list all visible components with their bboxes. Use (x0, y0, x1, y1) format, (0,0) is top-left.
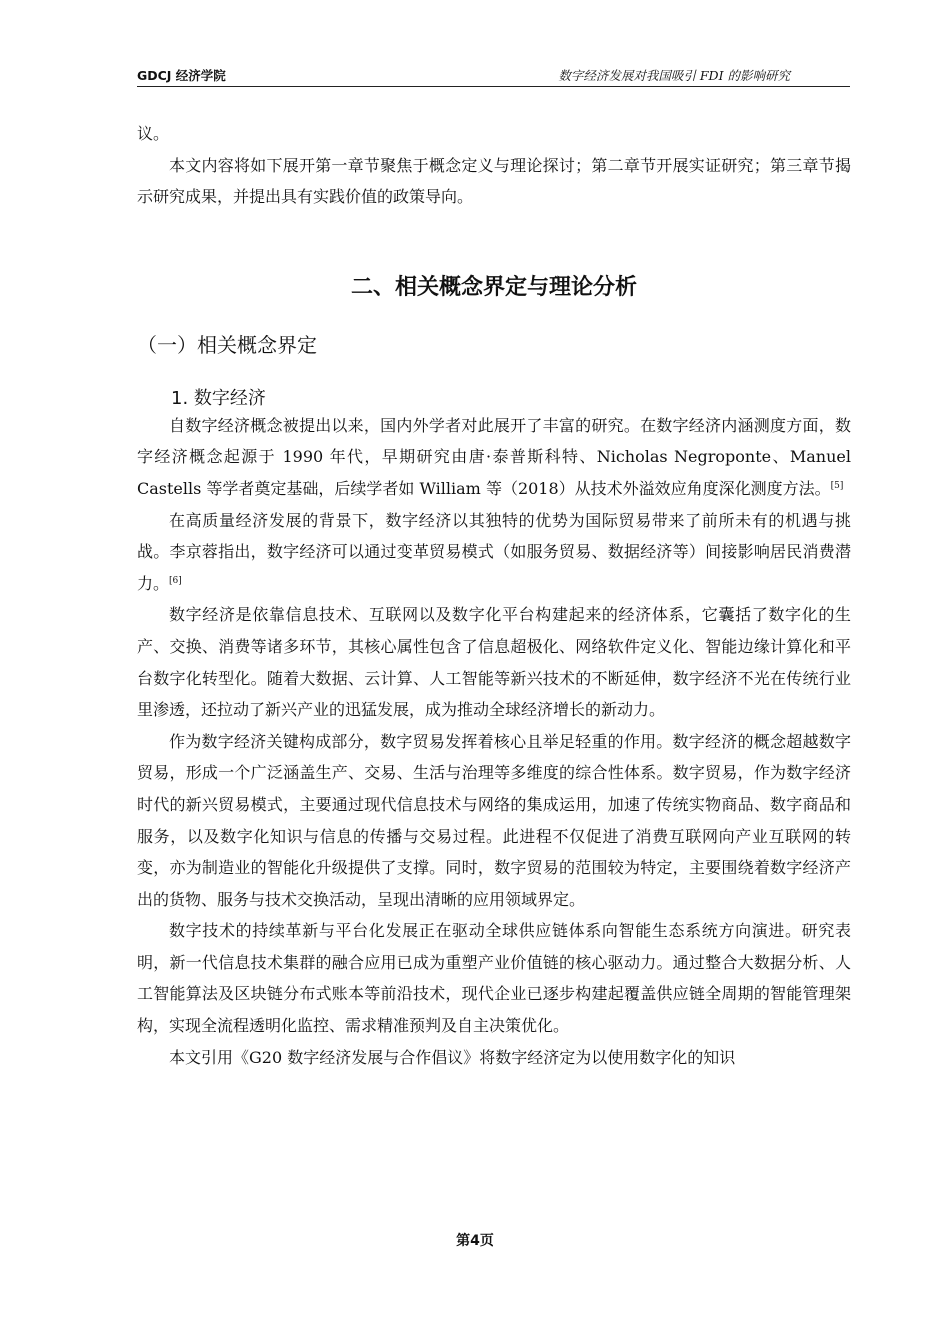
subsection-title: 1. 数字经济 (171, 387, 266, 409)
paragraph-continuation: 议。 (137, 124, 170, 143)
paragraph-digital-trade: 作为数字经济关键构成部分，数字贸易发挥着核心且举足轻重的作用。数字经济的概念超越数字贸易，形成一个广泛涵盖生产、交易、生活与治理等多维度的综合性体系。数字贸易，作为数字经济时代的新兴贸易模式，主要通过现代信息技术与网络的集成运用，加速了传统实物商品、数字商品和服务，以及数字化知识与信息的传播与交易过程。此进程不仅促进了消费互联网向产业互联网的转变，亦为制造业的智能化升级提供了支撑。同时，数字贸易的范围较为特定，主要围绕着数字经济产出的货物、服务与技术交换活动，呈现出清晰的应用领域界定。 (137, 731, 851, 909)
page-header (137, 64, 850, 87)
paragraph-g20-definition: 本文引用《G20 数字经济发展与合作倡议》将数字经济定为以使用数字化的知识 (169, 1047, 736, 1067)
page-body (137, 118, 851, 1073)
header-thesis-title: 数字经济发展对我国吸引 FDI 的影响研究 (558, 68, 790, 83)
paragraph-text: 在高质量经济发展的背景下，数字经济以其独特的优势为国际贸易带来了前所未有的机遇与挑战。李京蓉指出，数字经济可以通过变革贸易模式（如服务贸易、数据经济等）间接影响居民消费潜力。 (137, 510, 851, 593)
paragraph-text: 自数字经济概念被提出以来，国内外学者对此展开了丰富的研究。在数字经济内涵测度方面，数字经济概念起源于 1990 年代，早期研究由唐·泰普斯科特、Nicholas Negroponte、Manuel Castells 等学者奠定基础，后续学者如 William 等（2018）从技术外溢效应角度深化测度方法。 (137, 415, 851, 498)
paragraph-literature-review (137, 410, 851, 505)
chapter-title: 二、相关概念界定与理论分析 (350, 274, 637, 300)
paragraph-structure-overview: 本文内容将如下展开第一章节聚焦于概念定义与理论探讨；第二章节开展实证研究；第三章节揭示研究成果，并提出具有实践价值的政策导向。 (137, 155, 851, 207)
citation-ref: [6] (169, 575, 182, 586)
paragraph-supply-chain: 数字技术的持续革新与平台化发展正在驱动全球供应链体系向智能生态系统方向演进。研究表明，新一代信息技术集群的融合应用已成为重塑产业价值链的核心驱动力。通过整合大数据分析、人工智能算法及区块链分布式账本等前沿技术，现代企业已逐步构建起覆盖供应链全周期的智能管理架构，实现全流程透明化监控、需求精准预判及自主决策优化。 (137, 921, 851, 1036)
citation-ref: [5] (830, 480, 844, 491)
page-number: 第4页 (456, 1233, 494, 1249)
paragraph-trade-background (137, 505, 851, 600)
section-title: （一）相关概念界定 (137, 332, 317, 357)
paragraph-digital-economy-definition: 数字经济是依靠信息技术、互联网以及数字化平台构建起来的经济体系，它囊括了数字化的生产、交换、消费等诸多环节，其核心属性包含了信息超极化、网络软件定义化、智能边缘计算化和平台数字化转型化。随着大数据、云计算、人工智能等新兴技术的不断延伸，数字经济不光在传统行业里渗透，还拉动了新兴产业的迅猛发展，成为推动全球经济增长的新动力。 (137, 605, 851, 720)
header-school-name: GDCJ 经济学院 (137, 68, 226, 83)
